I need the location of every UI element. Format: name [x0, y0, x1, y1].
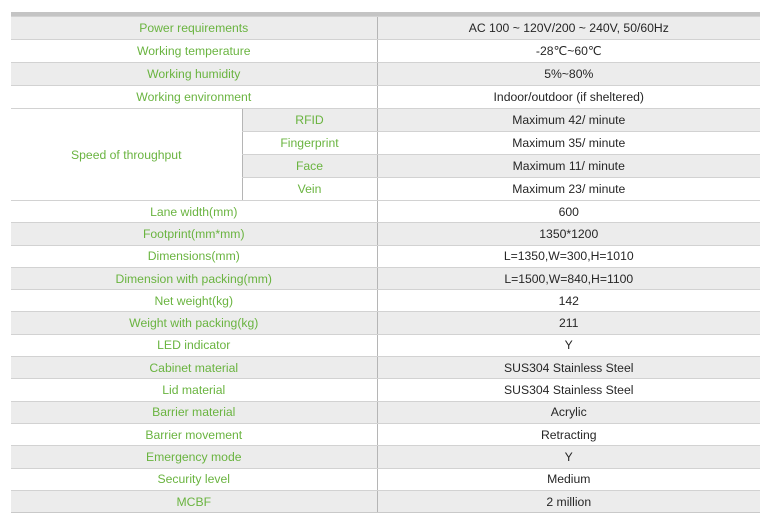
table-row: [11, 446, 760, 468]
table-row: [11, 401, 760, 423]
table-row: [11, 109, 760, 132]
row-sublabel: Face: [242, 155, 377, 178]
row-label: LED indicator: [11, 334, 377, 356]
row-value: 142: [377, 290, 760, 312]
table-row: [11, 290, 760, 312]
table-row: [11, 490, 760, 512]
table-row: [11, 334, 760, 356]
table-row: [11, 312, 760, 334]
table-row: [11, 17, 760, 40]
row-value: Medium: [377, 468, 760, 490]
row-value: 211: [377, 312, 760, 334]
table-row: [11, 267, 760, 289]
specifications-table: [11, 16, 760, 513]
row-label: Lid material: [11, 379, 377, 401]
row-value: 1350*1200: [377, 223, 760, 245]
row-value: Acrylic: [377, 401, 760, 423]
throughput-group-label: Speed of throughput: [11, 109, 242, 201]
row-label: Security level: [11, 468, 377, 490]
row-label: Working temperature: [11, 40, 377, 63]
row-value: Maximum 23/ minute: [377, 178, 760, 201]
row-sublabel: Vein: [242, 178, 377, 201]
row-label: Barrier material: [11, 401, 377, 423]
row-value: L=1500,W=840,H=1100: [377, 267, 760, 289]
row-label: Weight with packing(kg): [11, 312, 377, 334]
table-row: [11, 201, 760, 223]
row-label: Working environment: [11, 86, 377, 109]
table-row: [11, 63, 760, 86]
row-value: -28℃~60℃: [377, 40, 760, 63]
row-value: Maximum 35/ minute: [377, 132, 760, 155]
row-label: Lane width(mm): [11, 201, 377, 223]
table-row: [11, 86, 760, 109]
row-value: SUS304 Stainless Steel: [377, 379, 760, 401]
row-label: Power requirements: [11, 17, 377, 40]
row-label: Net weight(kg): [11, 290, 377, 312]
row-value: Indoor/outdoor (if sheltered): [377, 86, 760, 109]
row-value: L=1350,W=300,H=1010: [377, 245, 760, 267]
row-label: Footprint(mm*mm): [11, 223, 377, 245]
row-sublabel: Fingerprint: [242, 132, 377, 155]
row-label: MCBF: [11, 490, 377, 512]
row-value: AC 100 ~ 120V/200 ~ 240V, 50/60Hz: [377, 17, 760, 40]
table-row: [11, 423, 760, 445]
table-row: [11, 357, 760, 379]
table-row: [11, 223, 760, 245]
row-value: Maximum 42/ minute: [377, 109, 760, 132]
row-value: 600: [377, 201, 760, 223]
table-row: [11, 379, 760, 401]
row-value: 2 million: [377, 490, 760, 512]
row-label: Dimension with packing(mm): [11, 267, 377, 289]
row-value: Y: [377, 446, 760, 468]
table-row: [11, 40, 760, 63]
row-value: SUS304 Stainless Steel: [377, 357, 760, 379]
row-value: 5%~80%: [377, 63, 760, 86]
row-sublabel: RFID: [242, 109, 377, 132]
row-label: Dimensions(mm): [11, 245, 377, 267]
table-row: [11, 468, 760, 490]
row-value: Retracting: [377, 423, 760, 445]
table-row: [11, 245, 760, 267]
row-label: Working humidity: [11, 63, 377, 86]
row-value: Maximum 11/ minute: [377, 155, 760, 178]
row-label: Barrier movement: [11, 423, 377, 445]
row-label: Emergency mode: [11, 446, 377, 468]
row-value: Y: [377, 334, 760, 356]
row-label: Cabinet material: [11, 357, 377, 379]
